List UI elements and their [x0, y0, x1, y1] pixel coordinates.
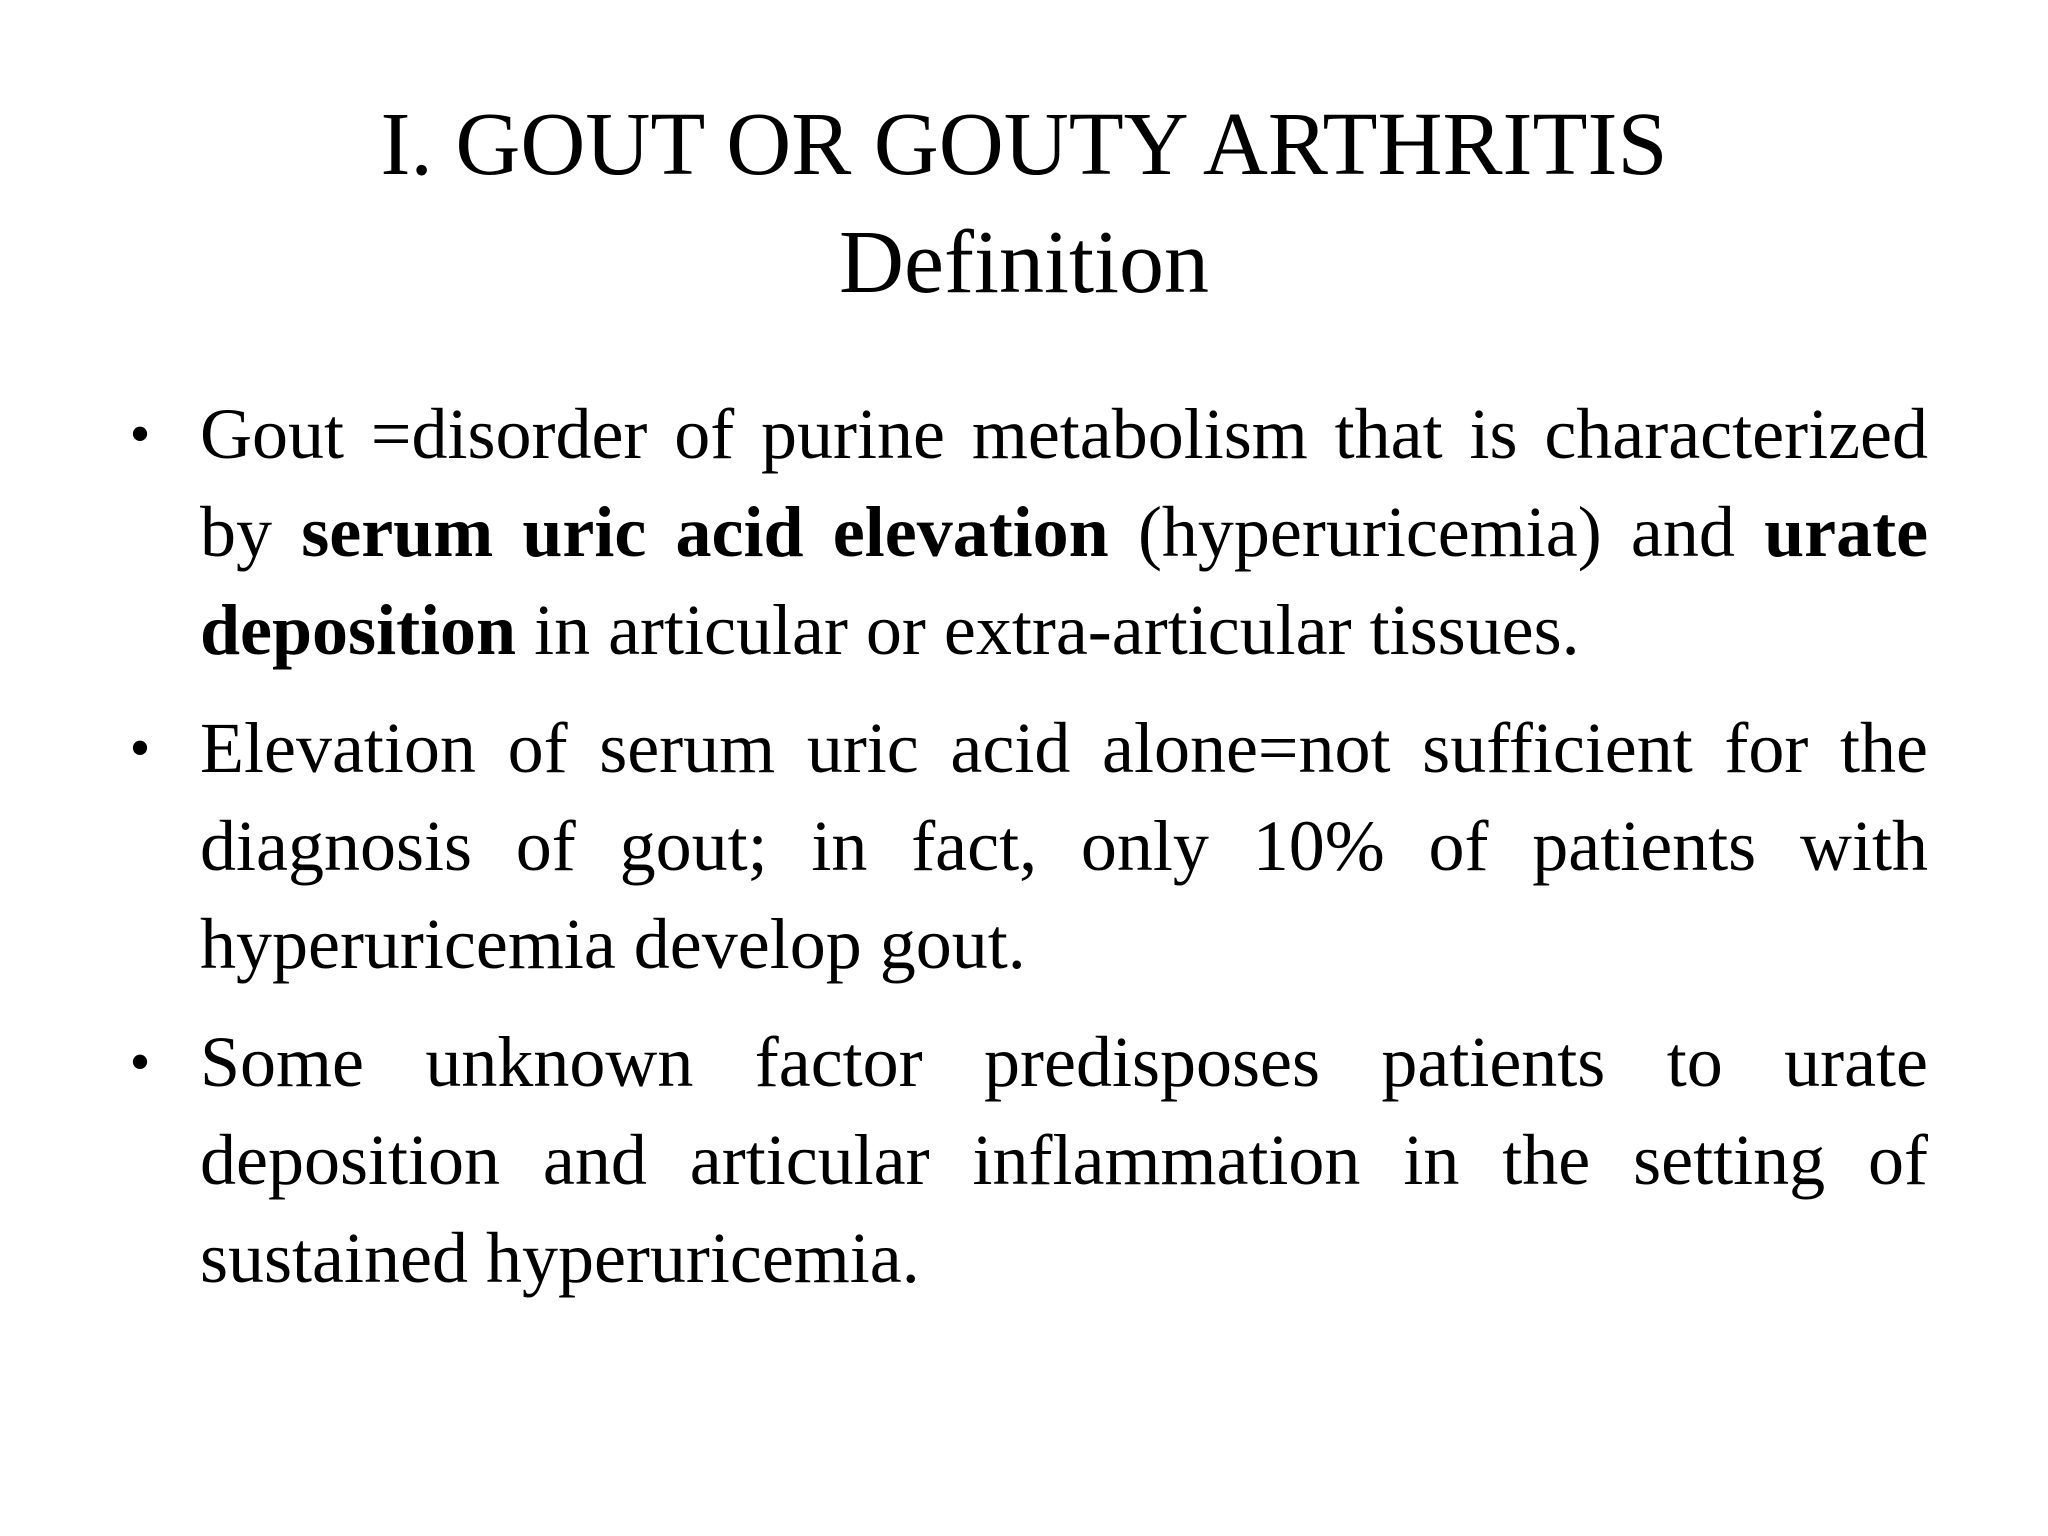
- bullet-list: [120, 385, 1928, 1327]
- bullet-item: [120, 699, 1928, 993]
- bullet-segment: (hyperuricemia) and: [1108, 492, 1765, 572]
- bullet-item: [120, 1013, 1928, 1307]
- bullet-segment: Elevation of serum uric acid alone=not sufficient for the diagnosis of gout; in fact, only 10% of patients with hyperuricemia develop gout.: [200, 708, 1928, 984]
- bullet-segment-bold: serum uric acid elevation: [301, 492, 1109, 572]
- bullet-text: [200, 1022, 1928, 1298]
- bullet-segment-bold: urate deposition: [200, 492, 1929, 670]
- bullet-text: [200, 394, 1928, 670]
- bullet-icon: •: [129, 1029, 151, 1095]
- title-line-1: I. GOUT OR GOUTY ARTHRITIS: [380, 95, 1668, 194]
- bullet-segment: Gout =disorder of purine metabolism that is characterized by: [200, 394, 1928, 572]
- bullet-text: [200, 708, 1928, 984]
- bullet-item: [120, 385, 1928, 679]
- title-line-2: Definition: [839, 213, 1209, 312]
- slide-title: [200, 86, 1848, 322]
- bullet-icon: •: [129, 401, 151, 467]
- bullet-icon: •: [129, 715, 151, 781]
- bullet-segment: in articular or extra-articular tissues.: [516, 590, 1580, 670]
- bullet-segment: Some unknown factor predisposes patients to urate deposition and articular inflammation in the setting of sustained hyperuricemia.: [200, 1022, 1928, 1298]
